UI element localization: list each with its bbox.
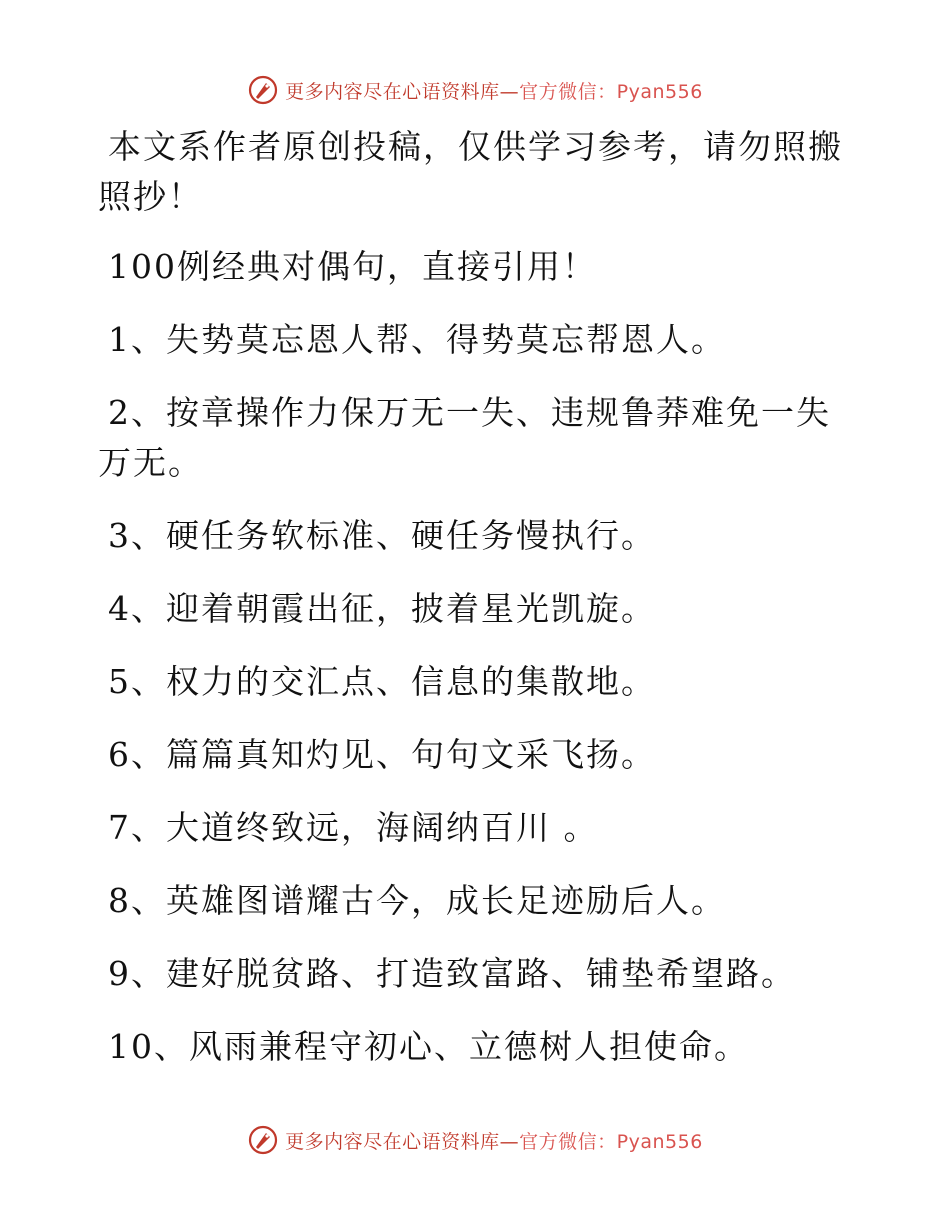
document-body xyxy=(98,122,858,1095)
banner-text xyxy=(285,77,703,104)
banner-site-text: 更多内容尽在心语资料库— xyxy=(285,1130,520,1153)
banner-text xyxy=(285,1127,703,1154)
list-item: 6、篇篇真知灼见、句句文采飞扬。 xyxy=(108,735,656,774)
banner-site-text: 更多内容尽在心语资料库— xyxy=(285,80,520,103)
header-banner xyxy=(0,70,950,110)
banner-wechat-text: 官方微信：Pyan556 xyxy=(519,1130,703,1153)
list-item: 5、权力的交汇点、信息的集散地。 xyxy=(108,662,656,701)
list-item: 8、英雄图谱耀古今，成长足迹励后人。 xyxy=(108,881,726,920)
list-item: 3、硬任务软标准、硬任务慢执行。 xyxy=(108,516,656,555)
list-item: 10、风雨兼程守初心、立德树人担使命。 xyxy=(108,1027,749,1066)
footer-banner xyxy=(0,1120,950,1160)
copyright-notice: 本文系作者原创投稿，仅供学习参考，请勿照搬照抄！ xyxy=(98,127,843,216)
list-item: 7、大道终致远，海阔纳百川 。 xyxy=(108,808,599,847)
document-title: 100例经典对偶句，直接引用！ xyxy=(108,247,597,286)
pen-nib-logo-icon xyxy=(247,74,279,106)
list-item: 4、迎着朝霞出征，披着星光凯旋。 xyxy=(108,589,656,628)
list-item: 1、失势莫忘恩人帮、得势莫忘帮恩人。 xyxy=(108,320,726,359)
pen-nib-logo-icon xyxy=(247,1124,279,1156)
list-item: 9、建好脱贫路、打造致富路、铺垫希望路。 xyxy=(108,954,796,993)
banner-wechat-text: 官方微信：Pyan556 xyxy=(519,80,703,103)
list-item: 2、按章操作力保万无一失、违规鲁莽难免一失万无。 xyxy=(98,393,831,482)
